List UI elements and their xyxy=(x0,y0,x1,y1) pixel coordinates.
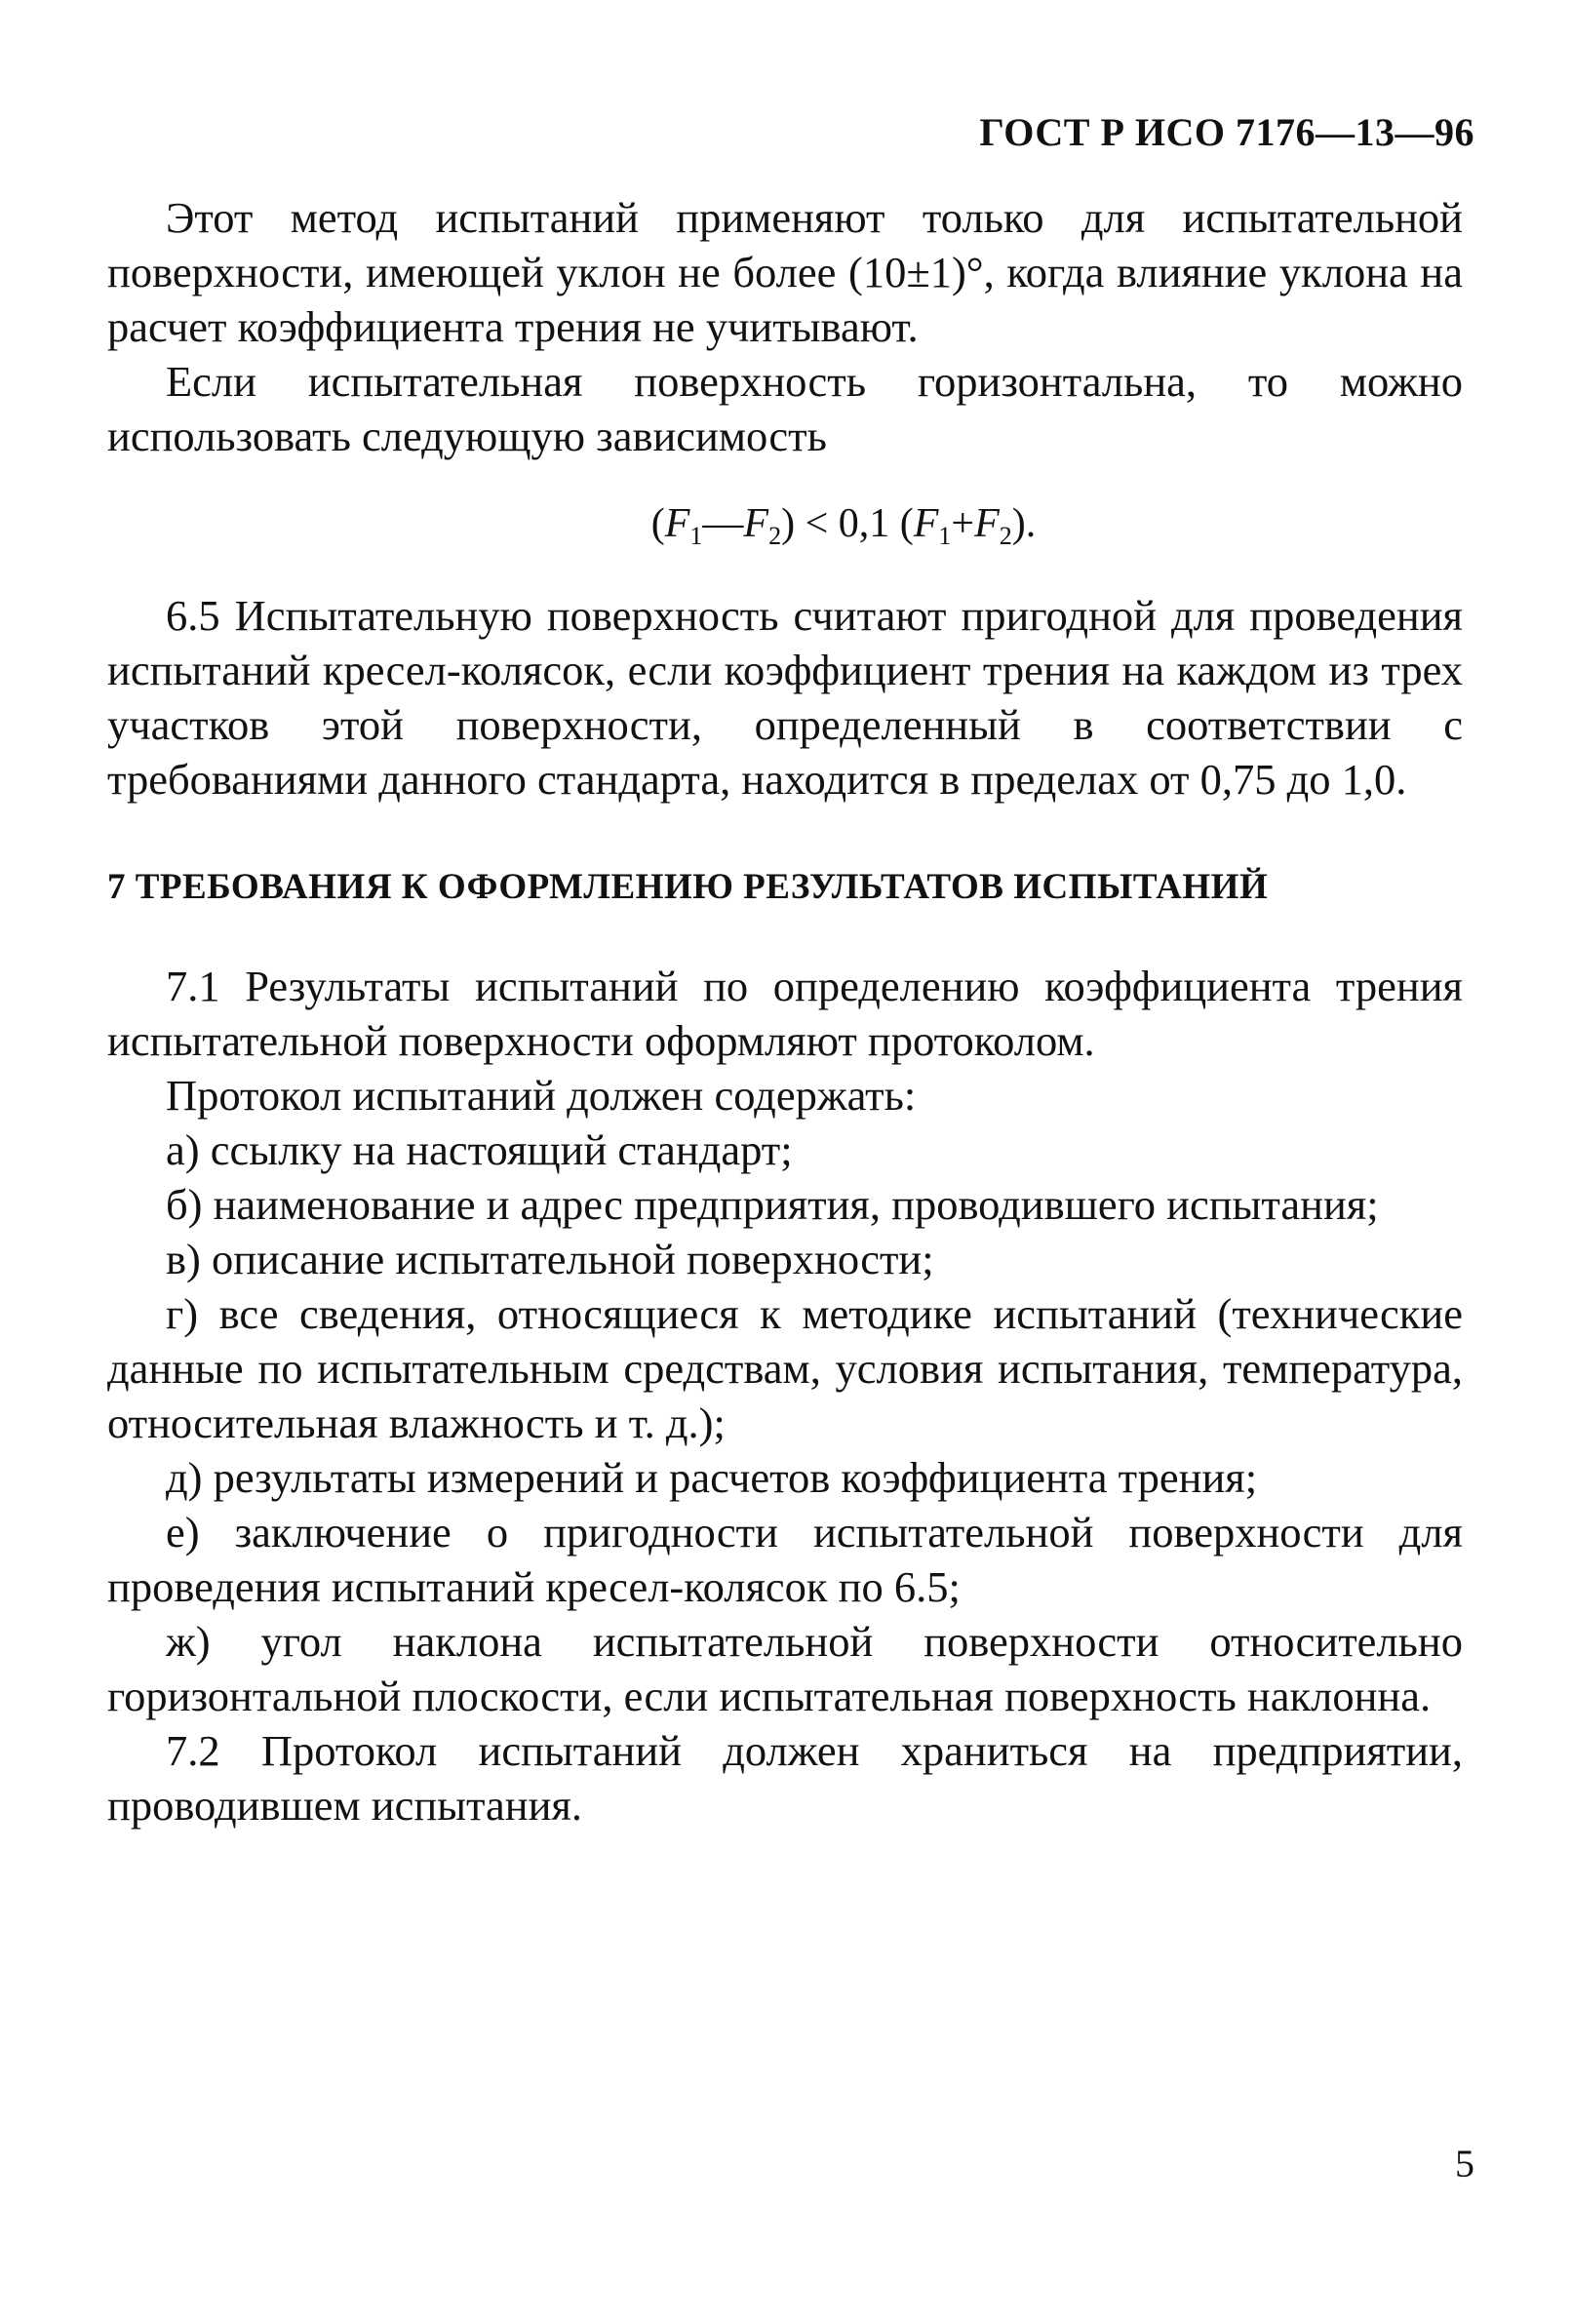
formula-f4: F xyxy=(974,501,1000,546)
formula-sub2: 2 xyxy=(768,522,782,550)
list-item: д) результаты измерений и расчетов коэффициента трения; xyxy=(166,1453,1258,1502)
clause-7-2: 7.2 Протокол испытаний должен храниться на предприятии, проводившем испытания. xyxy=(107,1726,1463,1830)
formula-sub4: 2 xyxy=(999,522,1012,550)
list-item: б) наименование и адрес предприятия, проводившего испытания; xyxy=(166,1180,1379,1229)
clause-7-1: 7.1 Результаты испытаний по определению коэффициента трения испытательной поверхности оформляют протоколом. xyxy=(107,962,1463,1065)
clause-6-5: 6.5 Испытательную поверхность считают пригодной для проведения испытаний кресел-колясок, если коэффициент трения на каждом из трех участков этой поверхности, определенный в соответствии с требованиями данного стандарта, находится в пределах от 0,75 до 1,0. xyxy=(107,591,1463,804)
list-item: в) описание испытательной поверхности; xyxy=(166,1235,934,1283)
paragraph-horizontal-surface: Если испытательная поверхность горизонтальна, то можно использовать следующую зависимость xyxy=(107,357,1463,460)
paragraph-test-method: Этот метод испытаний применяют только для испытательной поверхности, имеющей уклон не более (10±1)°, когда влияние уклона на расчет коэффициента трения не учитывают. xyxy=(107,193,1463,351)
formula-f3: F xyxy=(913,501,939,546)
formula-f1: F xyxy=(664,501,690,546)
formula-f2: F xyxy=(743,501,769,546)
formula-sub1: 1 xyxy=(689,522,703,550)
list-item: а) ссылку на настоящий стандарт; xyxy=(166,1125,793,1174)
formula-tail: ). xyxy=(1011,501,1037,546)
formula-plus: + xyxy=(951,501,975,546)
protocol-intro: Протокол испытаний должен содержать: xyxy=(166,1071,917,1120)
page-content xyxy=(107,190,1463,1832)
formula-sub3: 1 xyxy=(938,522,952,550)
formula-close: ) xyxy=(781,501,796,546)
formula-open: ( xyxy=(650,501,665,546)
formula-minus: — xyxy=(702,501,744,546)
list-item: ж) угол наклона испытательной поверхности относительно горизонтальной плоскости, если испытательная поверхность наклонна. xyxy=(107,1617,1463,1720)
list-item: е) заключение о пригодности испытательной поверхности для проведения испытаний кресел-колясок по 6.5; xyxy=(107,1508,1463,1611)
standard-code-header: ГОСТ Р ИСО 7176—13—96 xyxy=(979,110,1474,154)
page-number: 5 xyxy=(1455,2142,1474,2186)
list-item: г) все сведения, относящиеся к методике испытаний (технические данные по испытательным средствам, условия испытания, температура, относительная влажность и т. д.); xyxy=(107,1289,1463,1447)
formula-relation: < 0,1 ( xyxy=(795,501,914,546)
section-7-title: 7 ТРЕБОВАНИЯ К ОФОРМЛЕНИЮ РЕЗУЛЬТАТОВ ИСПЫТАНИЙ xyxy=(107,867,1269,907)
friction-formula xyxy=(107,496,1463,551)
